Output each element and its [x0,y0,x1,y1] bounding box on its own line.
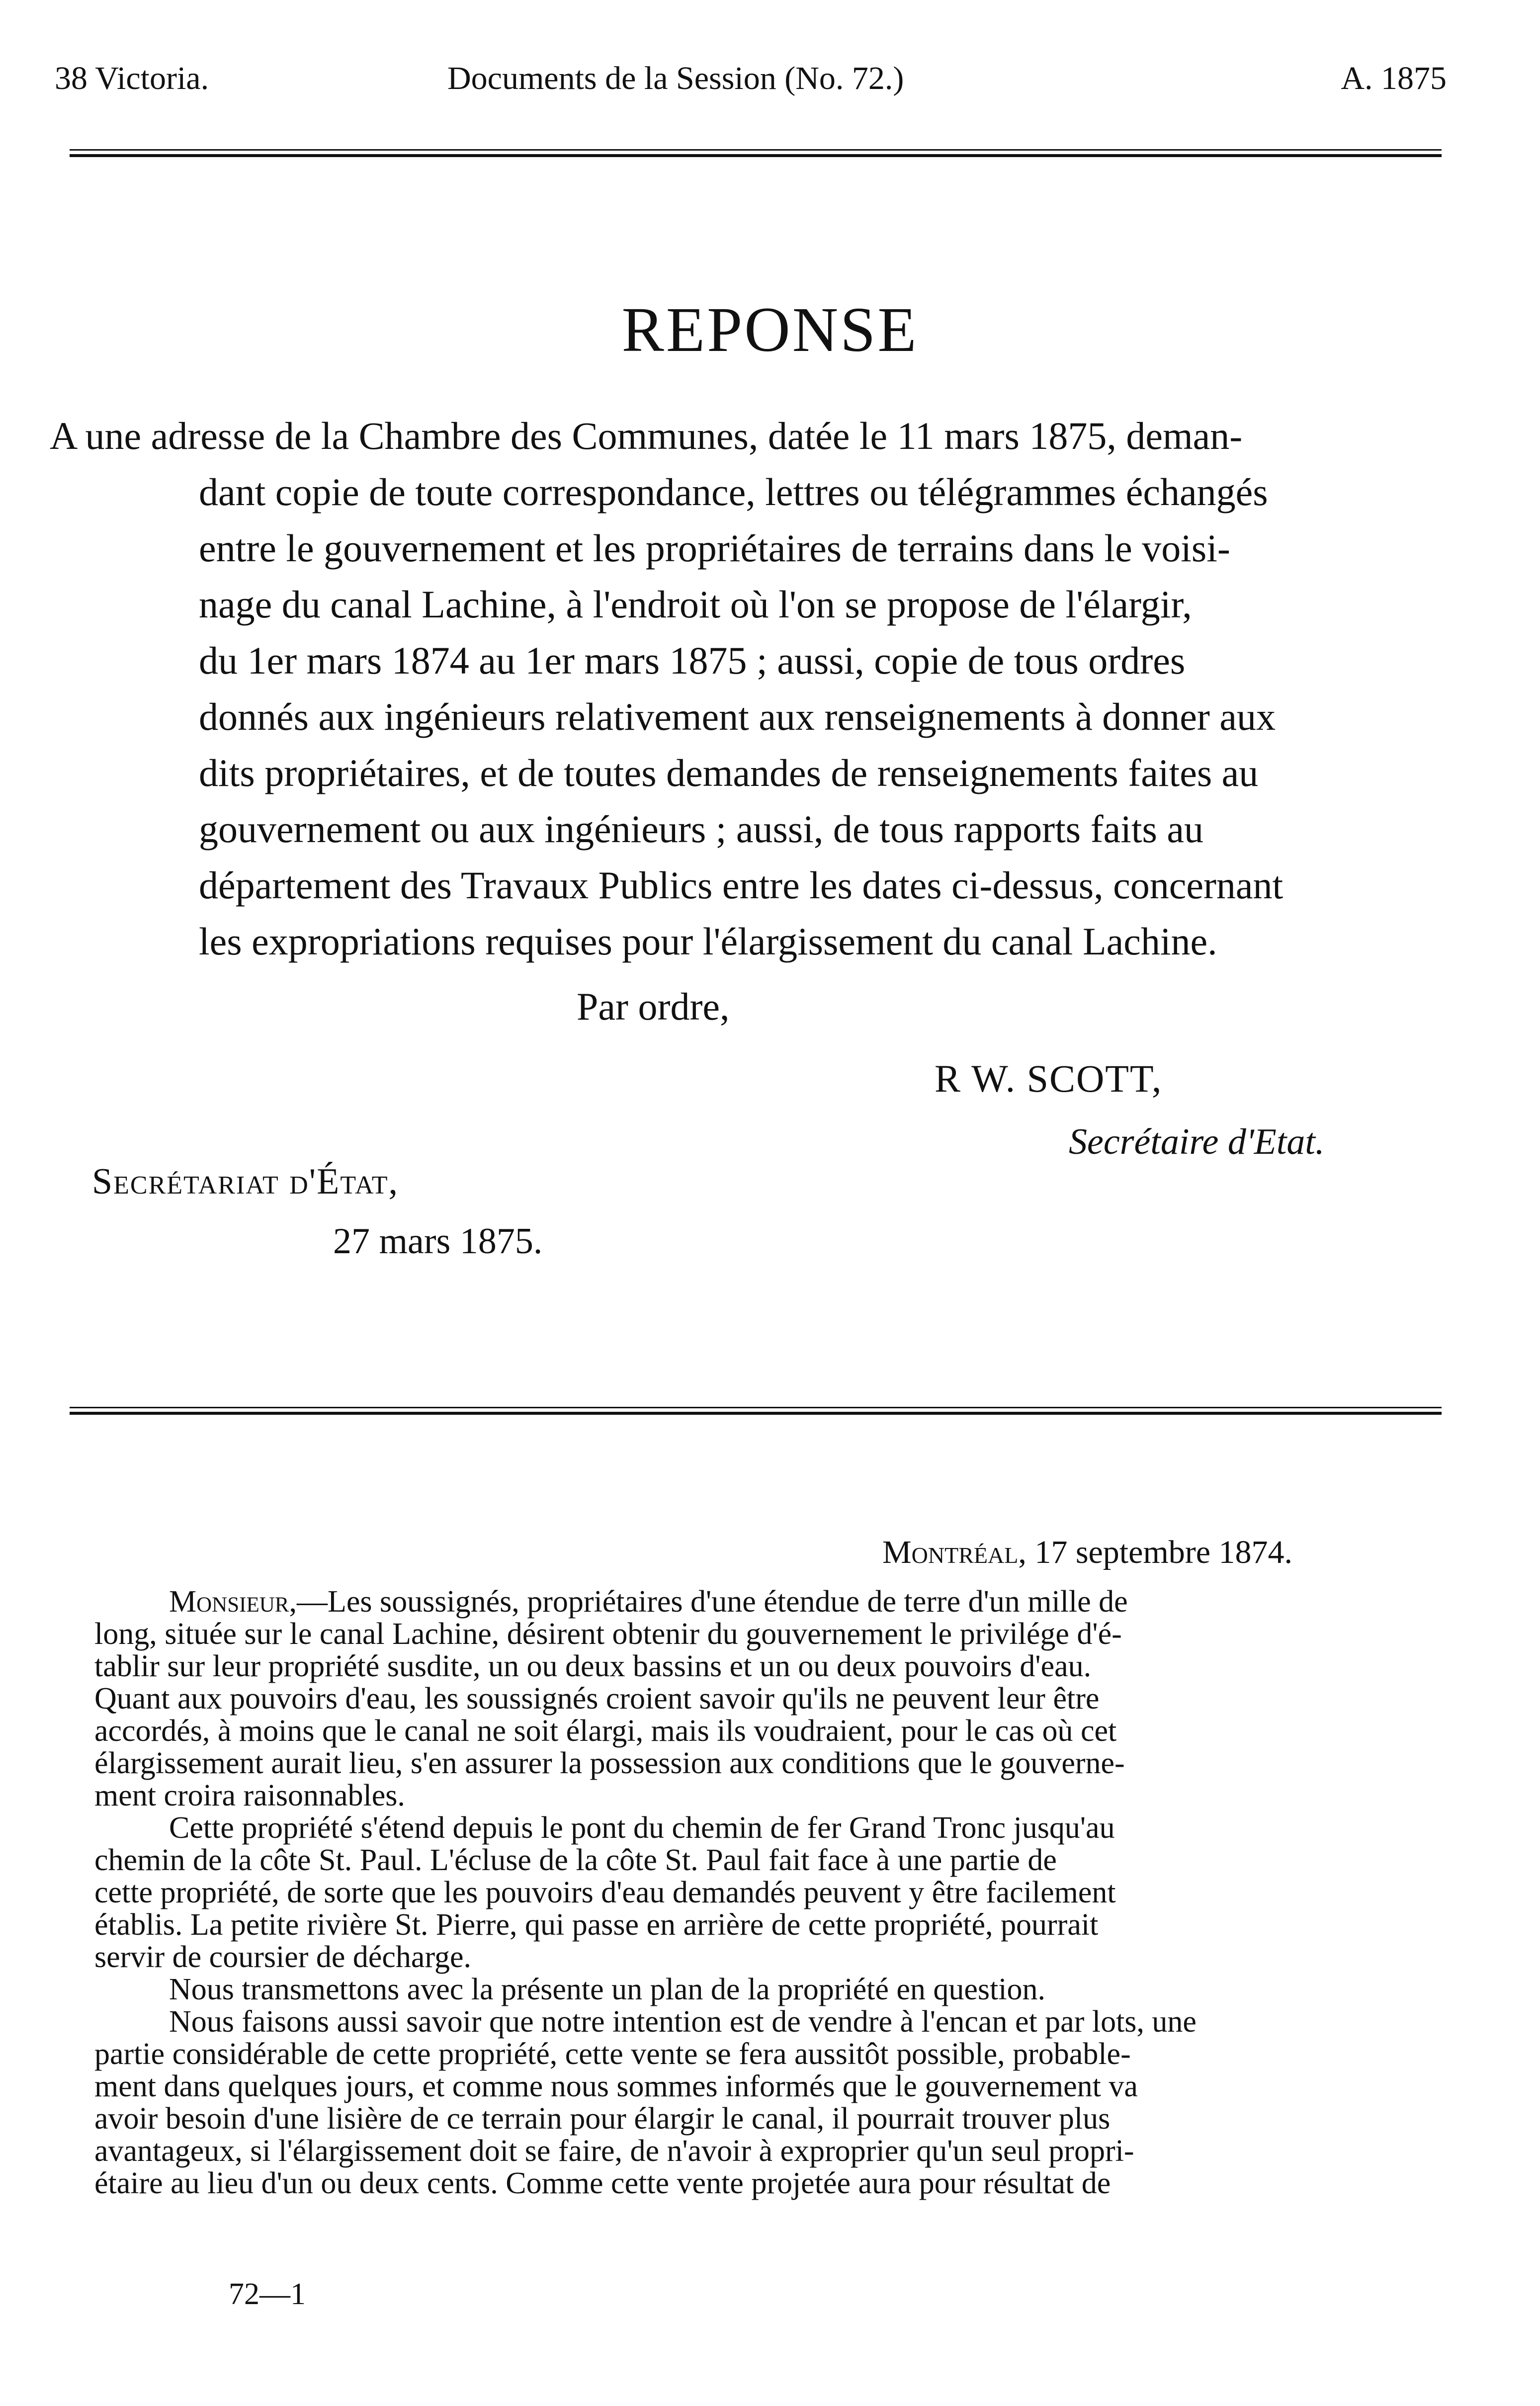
letter-salutation: Monsieur, [169,1585,297,1619]
address-line: gouvernement ou aux ingénieurs ; aussi, de tous rapports faits au [199,807,1204,851]
address-line: les expropriations requises pour l'élargissement du canal Lachine. [199,920,1217,963]
letter-dateline [882,1534,1292,1571]
signatory-title: Secrétaire d'Etat. [1069,1121,1325,1162]
letter-line: avoir besoin d'une lisière de ce terrain pour élargir le canal, il pourrait trouver plus [94,2102,1111,2136]
address-line: du 1er mars 1874 au 1er mars 1875 ; aussi, copie de tous ordres [199,639,1186,682]
address-paragraph [50,408,1452,969]
letter-line: accordés, à moins que le canal ne soit élargi, mais ils voudraient, pour le cas où cet [94,1714,1117,1748]
letter-line-text: —Les soussignés, propriétaires d'une étendue de terre d'un mille de [296,1585,1128,1619]
address-line: A une adresse de la Chambre des Communes, datée le 11 mars 1875, deman- [50,414,1243,457]
letter-line: élargissement aurait lieu, s'en assurer la possession aux conditions que le gouverne- [94,1746,1125,1780]
address-line: département des Travaux Publics entre les dates ci-dessus, concernant [199,863,1283,907]
running-head [55,60,1447,104]
page-title: REPONSE [621,294,919,365]
letter-line: Quant aux pouvoirs d'eau, les soussignés croient savoir qu'ils ne peuvent leur être [94,1682,1100,1716]
letter-line [169,1586,1466,1618]
letter-line: Cette propriété s'étend depuis le pont du chemin de fer Grand Tronc jusqu'au [169,1811,1115,1845]
letter-place: Montréal, [882,1534,1027,1570]
address-line: donnés aux ingénieurs relativement aux renseignements à donner aux [199,695,1276,738]
running-head-year: A. 1875 [1341,60,1447,96]
letter-date: 17 septembre 1874. [1034,1534,1293,1570]
letter-line: servir de coursier de décharge. [94,1940,471,1974]
running-head-title: Documents de la Session (No. 72.) [447,60,904,96]
letter-body [94,1586,1466,2200]
letter-line: Nous transmettons avec la présente un plan de la propriété en question. [169,1973,1046,2006]
address-line: nage du canal Lachine, à l'endroit où l'on se propose de l'élargir, [199,583,1192,626]
letter-line: avantageux, si l'élargissement doit se faire, de n'avoir à exproprier qu'un seul propri- [94,2134,1134,2168]
letter-line: partie considérable de cette propriété, cette vente se fera aussitôt possible, probable- [94,2037,1131,2071]
section-rule [70,1407,1442,1415]
signature-mark: 72—1 [229,2277,306,2311]
letter-line: tablir sur leur propriété susdite, un ou deux bassins et un ou deux pouvoirs d'eau. [94,1649,1092,1683]
letter-line: long, située sur le canal Lachine, désirent obtenir du gouvernement le privilége d'é- [94,1617,1122,1651]
address-line: entre le gouvernement et les propriétaires de terrains dans le voisi- [199,526,1230,570]
letter-line: cette propriété, de sorte que les pouvoirs d'eau demandés peuvent y être facilement [94,1876,1116,1909]
par-ordre: Par ordre, [577,985,730,1028]
signatory-name: R W. SCOTT, [935,1057,1163,1100]
letter-line: établis. La petite rivière St. Pierre, qui passe en arrière de cette propriété, pourrait [94,1908,1099,1942]
letter-line: Nous faisons aussi savoir que notre intention est de vendre à l'encan et par lots, une [169,2005,1197,2039]
address-line: dant copie de toute correspondance, lettres ou télégrammes échangés [199,470,1268,514]
letter-line: chemin de la côte St. Paul. L'écluse de la côte St. Paul fait face à une partie de [94,1843,1057,1877]
letter-line: ment croira raisonnables. [94,1779,405,1812]
department-date: 27 mars 1875. [333,1221,543,1262]
header-rule [70,149,1442,157]
department-name: Secrétariat d'État, [92,1161,399,1202]
letter-line: ment dans quelques jours, et comme nous sommes informés que le gouvernement va [94,2069,1138,2103]
letter-line: étaire au lieu d'un ou deux cents. Comme cette vente projetée aura pour résultat de [94,2166,1111,2200]
running-head-volume: 38 Victoria. [55,60,209,96]
address-line: dits propriétaires, et de toutes demandes de renseignements faites au [199,751,1259,794]
